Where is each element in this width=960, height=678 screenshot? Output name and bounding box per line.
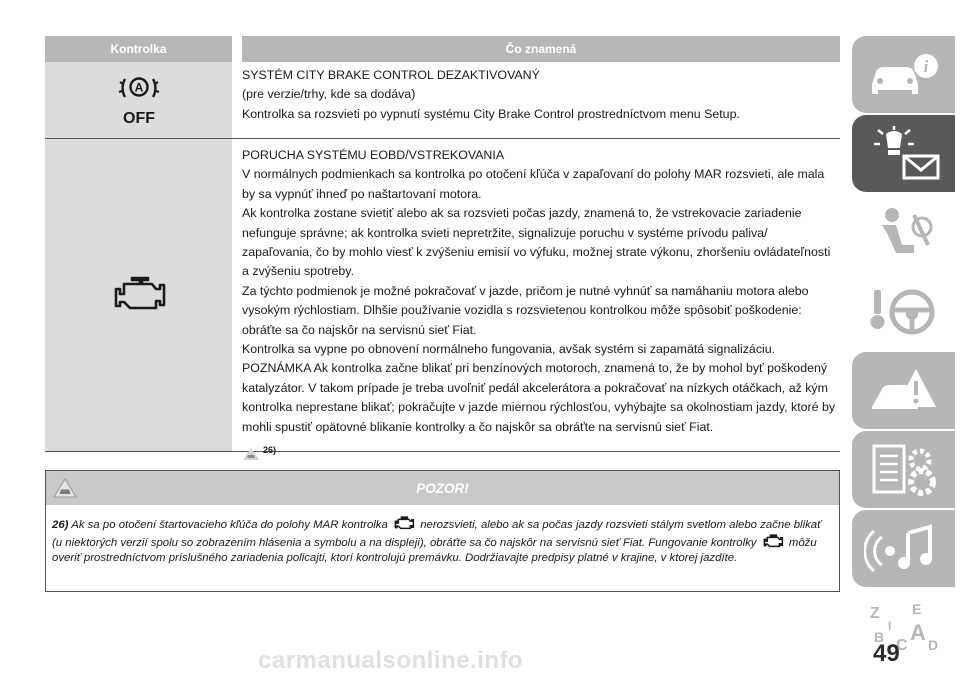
table-row xyxy=(45,62,840,139)
svg-text:A: A xyxy=(134,80,143,95)
maintenance-checklist-icon xyxy=(864,440,944,500)
tab-car-info[interactable] xyxy=(852,36,955,113)
header-co-znamena: Čo znamená xyxy=(242,36,840,62)
svg-text:B: B xyxy=(873,628,884,645)
table-header xyxy=(45,36,840,62)
header-kontrolka: Kontrolka xyxy=(45,36,232,62)
tab-starting-driving[interactable] xyxy=(852,273,955,350)
key-steering-wheel-icon xyxy=(866,284,942,340)
tab-multimedia[interactable] xyxy=(852,510,955,587)
svg-text:A: A xyxy=(909,619,926,645)
description-cell xyxy=(242,62,840,138)
engine-check-icon xyxy=(110,275,168,315)
icon-cell xyxy=(45,62,232,138)
description-cell xyxy=(242,139,840,456)
tab-safety[interactable] xyxy=(852,194,955,271)
car-info-icon xyxy=(866,50,942,100)
warning-header xyxy=(46,471,839,505)
svg-text:C: C xyxy=(895,636,908,654)
svg-text:D: D xyxy=(927,636,938,653)
row-line: Za týchto podmienok je možné pokračovať v jazde, pričom je nutné vyhnúť sa namáhaniu motora alebo vysokým rýchlostiam. Dlhšie používanie vozidla s rozsvietenou kontrolkou môže spôsobiť poškodenie: obráťte sa čo najskôr na servisnú sieť Fiat. xyxy=(242,283,809,337)
warning-lights-table xyxy=(45,36,840,456)
row-line: Kontrolka sa rozsvieti po vypnutí systému City Brake Control prostredníctvom menu Setup. xyxy=(242,106,740,121)
watermark: carmanualsonline.info xyxy=(258,647,524,674)
svg-text:OFF: OFF xyxy=(122,110,155,127)
airbag-passenger-icon xyxy=(866,205,942,261)
city-brake-off-icon xyxy=(109,72,169,128)
row-line: (pre verzie/trhy, kde sa dodáva) xyxy=(242,87,416,102)
tab-maintenance[interactable] xyxy=(852,431,955,508)
warning-text: 26) Ak sa po otočení štartovacieho kľúča do polohy MAR kontrolka nerozsvieti, alebo ak sa počas jazdy rozsvieti stálym svetlom alebo začne blikať (u niektorých verzií spolu so zobrazením hlásenia a symbolu a na displeji), obráťte sa čo najskôr na servisnú sieť Fiat. Fungovanie kontrolky môžu overiť prostredníctvom príslušného zariadenia policajti, ktorí kontrolujú premávku. Dodržiavajte predpisy platné v krajine, v ktorej jazdíte. xyxy=(46,505,839,567)
icon-cell xyxy=(45,139,232,451)
svg-text:E: E xyxy=(911,600,921,617)
warning-car-icon xyxy=(53,478,77,498)
tab-emergency[interactable] xyxy=(852,352,955,429)
warning-box xyxy=(45,470,840,592)
reference-number: 26) xyxy=(263,445,277,456)
row-line: Ak kontrolka zostane svietiť alebo ak sa rozsvieti počas jazdy, znamená to, že vstrekovacie zariadenie nefunguje správne; ak kontrolka svieti nepretržite, signalizuje poruchu v systéme prívodu paliva/ zapaľovania, čo by mohlo viesť k zvýšeniu emisií vo výfuku, možnej strate výkonu, zhoršeniu ovládateľnosti a zvýšeniu spotreby. xyxy=(242,206,831,279)
page-number: 49 xyxy=(873,640,900,667)
tab-warning-lights[interactable] xyxy=(852,115,955,192)
row-title: SYSTÉM CITY BRAKE CONTROL DEZAKTIVOVANÝ xyxy=(242,68,540,82)
warning-reference[interactable] xyxy=(242,441,840,460)
svg-text:i: i xyxy=(923,56,928,76)
warning-car-icon xyxy=(242,447,260,461)
svg-text:I: I xyxy=(887,618,891,633)
row-line: V normálnych podmienkach sa kontrolka po otočení kľúča v zapaľovaní do polohy MAR rozsvieti, ale mala by sa vypnúť ihneď po naštartovaní motora. xyxy=(242,167,825,201)
tab-index[interactable] xyxy=(852,589,955,666)
road-hazard-icon xyxy=(864,363,944,419)
warning-title: POZOR! xyxy=(416,480,469,496)
table-row xyxy=(45,139,840,456)
row-line: Kontrolka sa vypne po obnovení normálneho fungovania, avšak systém si zapamätá signalizáciu. xyxy=(242,342,776,357)
multimedia-icon xyxy=(864,521,944,577)
engine-check-icon xyxy=(393,516,415,531)
warning-light-message-icon xyxy=(864,126,944,182)
row-title: PORUCHA SYSTÉMU EOBD/VSTREKOVANIA xyxy=(242,148,505,162)
svg-text:Z: Z xyxy=(869,604,880,622)
warning-ref: 26) xyxy=(52,519,69,531)
engine-check-icon xyxy=(762,534,784,549)
row-note: POZNÁMKA Ak kontrolka začne blikať pri benzínových motoroch, znamená to, že by mohol byť poškodený katalyzátor. V takom prípade je treba uvoľniť pedál akcelerátora a pokračovať na nízkych otáčkach, až kým kontrolka neprestane blikať; pokračujte v jazde miernou rýchlosťou, vyhýbajte sa okolnostiam jazdy, ktoré by mohli spustiť opätovné blikanie kontrolky a čo najskôr sa obráťte na servisnú sieť Fiat. xyxy=(242,361,836,434)
